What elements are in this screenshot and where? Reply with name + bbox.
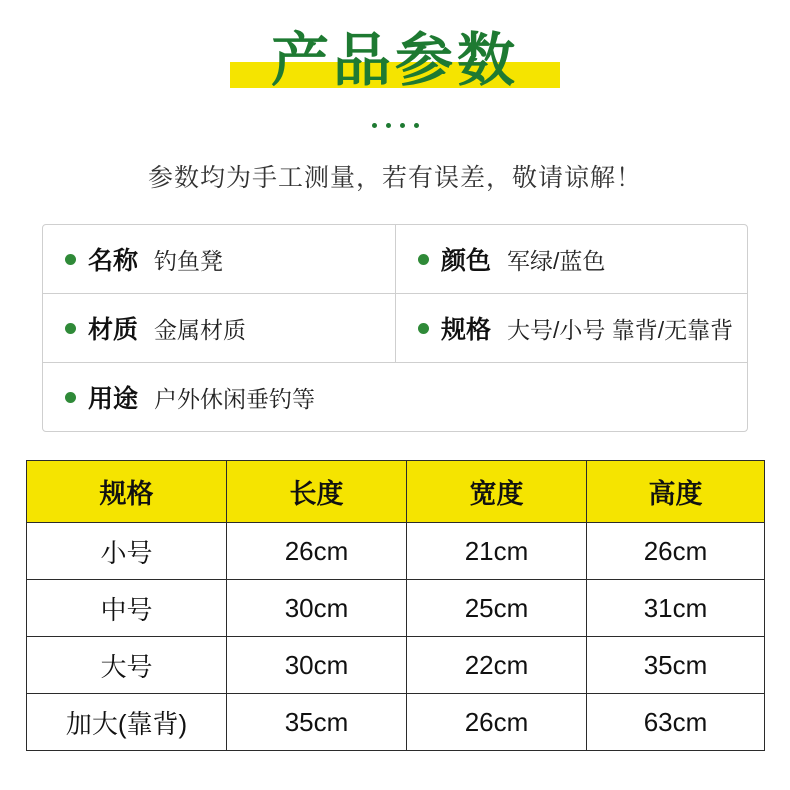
dot-icon <box>372 123 377 128</box>
page-title-block <box>0 0 790 110</box>
bullet-icon <box>65 323 76 334</box>
info-cell-specification <box>395 294 747 362</box>
table-cell-length: 30cm <box>227 580 407 637</box>
table-row <box>27 637 765 694</box>
info-row <box>43 363 747 431</box>
table-cell-spec: 小号 <box>27 523 227 580</box>
table-row <box>27 694 765 751</box>
info-value: 金属材质 <box>154 316 247 343</box>
info-label: 用途 <box>88 385 139 413</box>
info-row <box>43 225 747 294</box>
bullet-icon <box>65 392 76 403</box>
table-cell-height: 35cm <box>587 637 765 694</box>
table-header-cell: 宽度 <box>407 461 587 523</box>
info-cell-color <box>395 225 747 293</box>
table-cell-height: 31cm <box>587 580 765 637</box>
table-cell-height: 26cm <box>587 523 765 580</box>
table-cell-width: 21cm <box>407 523 587 580</box>
info-label: 名称 <box>88 247 139 275</box>
dot-icon <box>414 123 419 128</box>
info-value: 户外休闲垂钓等 <box>154 385 316 412</box>
info-value: 大号/小号 靠背/无靠背 <box>507 316 734 343</box>
table-header-row <box>27 461 765 523</box>
page-subtitle: 参数均为手工测量，若有误差，敬请谅解！ <box>147 164 642 192</box>
table-header-cell: 高度 <box>587 461 765 523</box>
table-cell-spec: 中号 <box>27 580 227 637</box>
table-header-cell: 长度 <box>227 461 407 523</box>
info-cell-usage <box>43 363 747 431</box>
table-cell-spec: 大号 <box>27 637 227 694</box>
table-cell-width: 26cm <box>407 694 587 751</box>
size-table-head <box>27 461 765 523</box>
table-row <box>27 523 765 580</box>
bullet-icon <box>418 323 429 334</box>
bullet-icon <box>65 254 76 265</box>
product-info-box <box>42 224 748 432</box>
info-value: 钓鱼凳 <box>154 247 224 274</box>
table-cell-width: 22cm <box>407 637 587 694</box>
info-label: 材质 <box>88 316 139 344</box>
table-cell-length: 30cm <box>227 637 407 694</box>
table-cell-spec: 加大(靠背) <box>27 694 227 751</box>
bullet-icon <box>418 254 429 265</box>
table-cell-length: 26cm <box>227 523 407 580</box>
table-cell-width: 25cm <box>407 580 587 637</box>
info-label: 规格 <box>441 316 492 344</box>
size-table <box>26 460 765 751</box>
info-value: 军绿/蓝色 <box>507 247 606 274</box>
dot-icon <box>386 123 391 128</box>
decorative-dots <box>0 118 790 132</box>
table-header-cell: 规格 <box>27 461 227 523</box>
table-cell-length: 35cm <box>227 694 407 751</box>
info-cell-material <box>43 294 395 362</box>
size-table-body <box>27 523 765 751</box>
dot-icon <box>400 123 405 128</box>
table-cell-height: 63cm <box>587 694 765 751</box>
info-cell-name <box>43 225 395 293</box>
info-label: 颜色 <box>441 247 492 275</box>
table-row <box>27 580 765 637</box>
page-title: 产品参数 <box>270 28 519 93</box>
info-row <box>43 294 747 363</box>
